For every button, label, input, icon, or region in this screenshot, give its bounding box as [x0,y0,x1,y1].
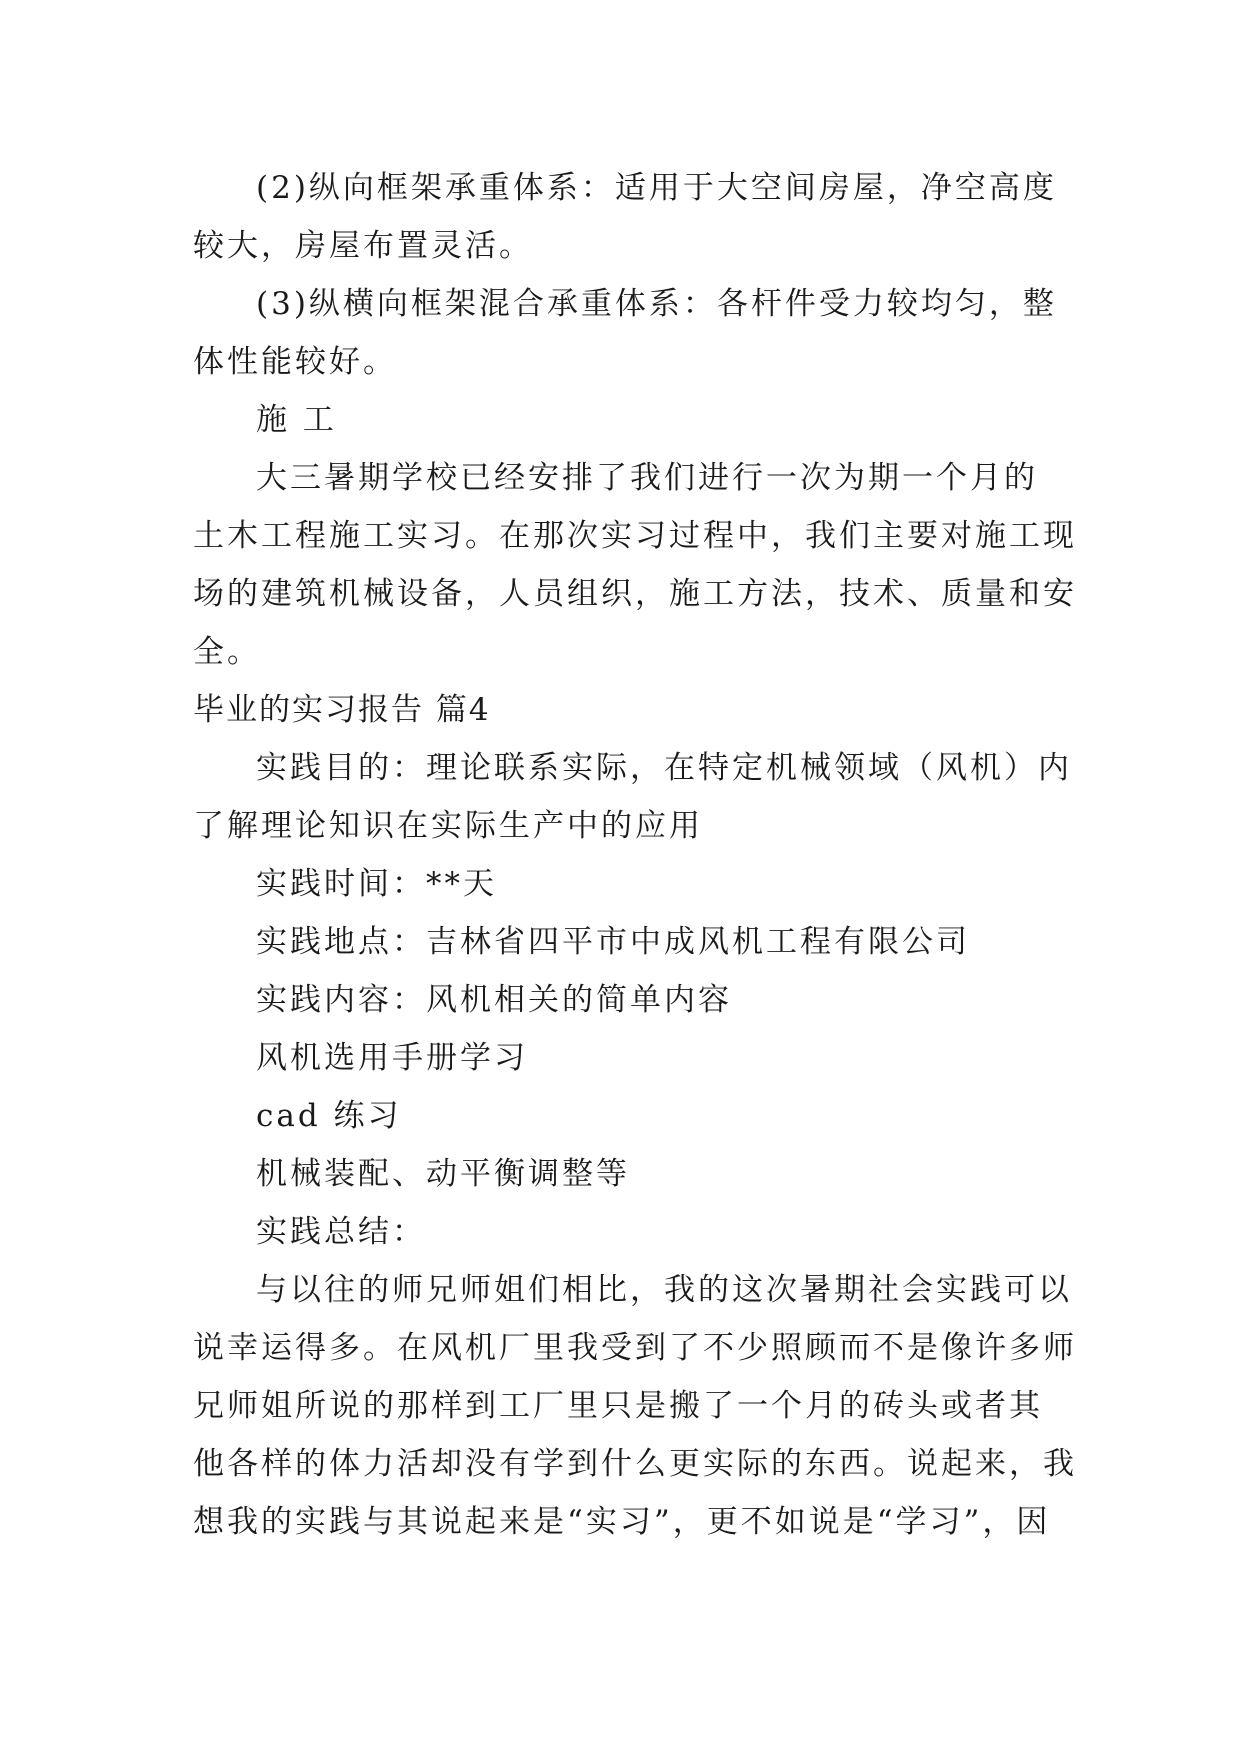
paragraph-line: 实践目的：理论联系实际，在特定机械领域（风机）内 [256,750,1072,786]
paragraph-line: 较大，房屋布置灵活。 [193,228,533,264]
document-title: 毕业的实习报告 篇4 [193,692,491,728]
section-heading: 施 工 [256,402,337,438]
paragraph-line: 说幸运得多。在风机厂里我受到了不少照顾而不是像许多师 [193,1330,1077,1366]
paragraph-line: 兄师姐所说的那样到工厂里只是搬了一个月的砖头或者其 [193,1388,1043,1424]
paragraph-line: 大三暑期学校已经安排了我们进行一次为期一个月的 [256,460,1038,496]
paragraph-line: (3)纵横向框架混合承重体系：各杆件受力较均匀，整 [256,286,1057,322]
paragraph-line: 了解理论知识在实际生产中的应用 [193,808,703,844]
paragraph-line: 实践总结： [256,1214,426,1250]
paragraph-line: 场的建筑机械设备，人员组织，施工方法，技术、质量和安 [193,576,1077,612]
paragraph-line: 体性能较好。 [193,344,397,380]
paragraph-line: 实践时间：**天 [256,866,497,902]
paragraph-line: 全。 [193,634,261,670]
paragraph-line: cad 练习 [256,1098,402,1134]
paragraph-line: (2)纵向框架承重体系：适用于大空间房屋，净空高度 [256,170,1057,206]
paragraph-line: 机械装配、动平衡调整等 [256,1156,630,1192]
paragraph-line: 想我的实践与其说起来是“实习”，更不如说是“学习”，因 [193,1504,1051,1540]
paragraph-line: 实践地点：吉林省四平市中成风机工程有限公司 [256,924,970,960]
paragraph-line: 他各样的体力活却没有学到什么更实际的东西。说起来，我 [193,1446,1077,1482]
paragraph-line: 实践内容：风机相关的简单内容 [256,982,732,1018]
paragraph-line: 土木工程施工实习。在那次实习过程中，我们主要对施工现 [193,518,1077,554]
paragraph-line: 与以往的师兄师姐们相比，我的这次暑期社会实践可以 [256,1272,1072,1308]
paragraph-line: 风机选用手册学习 [256,1040,528,1076]
